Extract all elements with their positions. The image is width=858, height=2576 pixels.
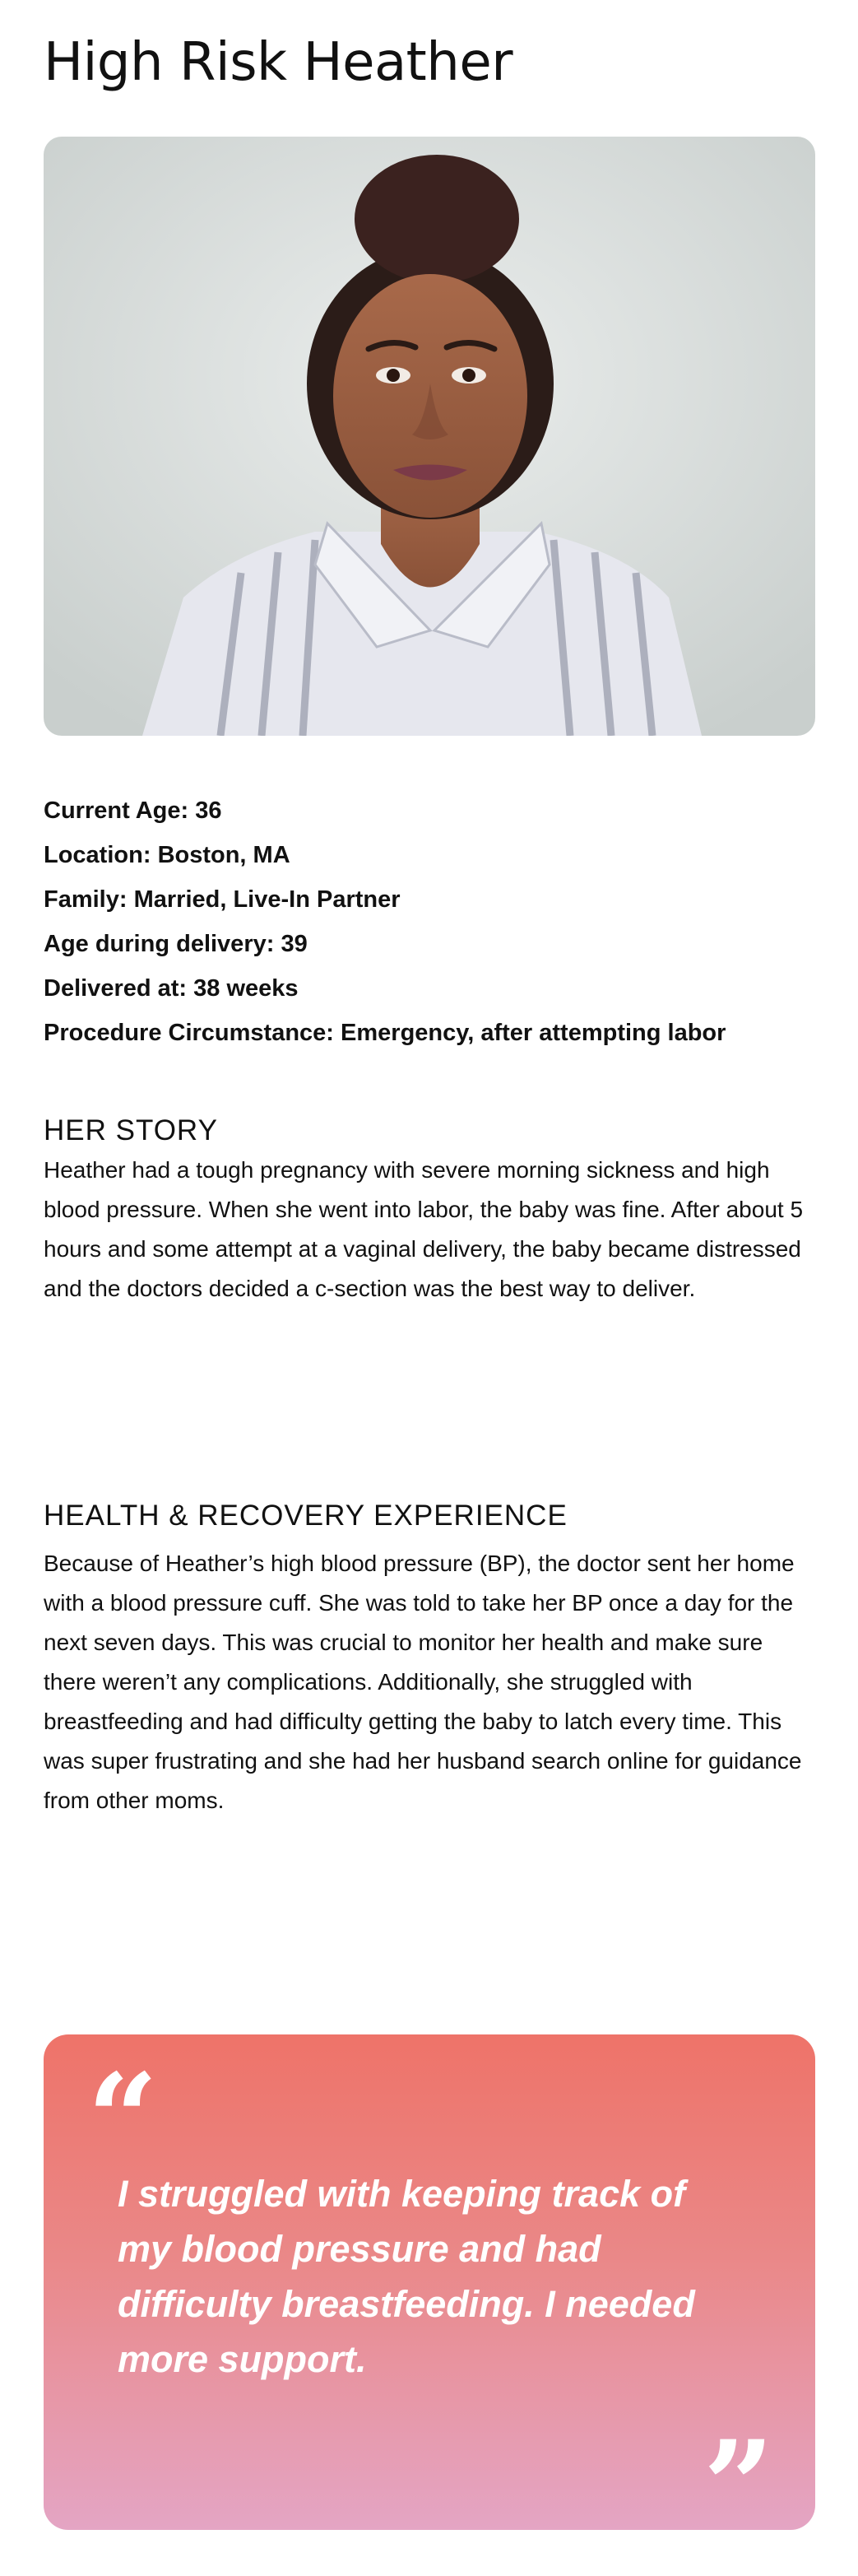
portrait-illustration (44, 137, 815, 736)
health-heading: HEALTH & RECOVERY EXPERIENCE (44, 1500, 568, 1532)
fact-procedure-circumstance: Procedure Circumstance: Emergency, after attempting labor (44, 1020, 726, 1046)
open-quote-icon: “ (87, 2047, 159, 2192)
fact-age-during-delivery: Age during delivery: 39 (44, 931, 308, 957)
persona-photo (44, 137, 815, 736)
health-body: Because of Heather’s high blood pressure (BP), the doctor sent her home with a blood pressure cuff. She was told to take her BP once a day for the next seven days. This was crucial to monitor her health and make sure there weren’t any complications. Additionally, she struggled with breastfeeding and had difficulty getting the baby to latch every time. This was super frustrating and she had her husband search online for guidance from other moms. (44, 1551, 802, 1813)
story-heading: HER STORY (44, 1114, 218, 1146)
story-body: Heather had a tough pregnancy with severe morning sickness and high blood pressure. When she went into labor, the baby was fine. After about 5 hours and some attempt at a vaginal delivery, the baby became distressed and the doctors decided a c-section was the best way to deliver. (44, 1157, 804, 1301)
fact-current-age: Current Age: 36 (44, 797, 222, 824)
page-title: High Risk Heather (44, 32, 512, 93)
close-quote-icon: ” (703, 2414, 774, 2530)
fact-delivered-at: Delivered at: 38 weeks (44, 975, 299, 1002)
persona-facts (44, 792, 726, 1058)
fact-location: Location: Boston, MA (44, 842, 290, 868)
fact-family: Family: Married, Live-In Partner (44, 886, 401, 913)
quote-text: I struggled with keeping track of my blood pressure and had difficulty breastfeeding. I needed more support. (118, 2173, 695, 2380)
quote-card (44, 2034, 815, 2530)
